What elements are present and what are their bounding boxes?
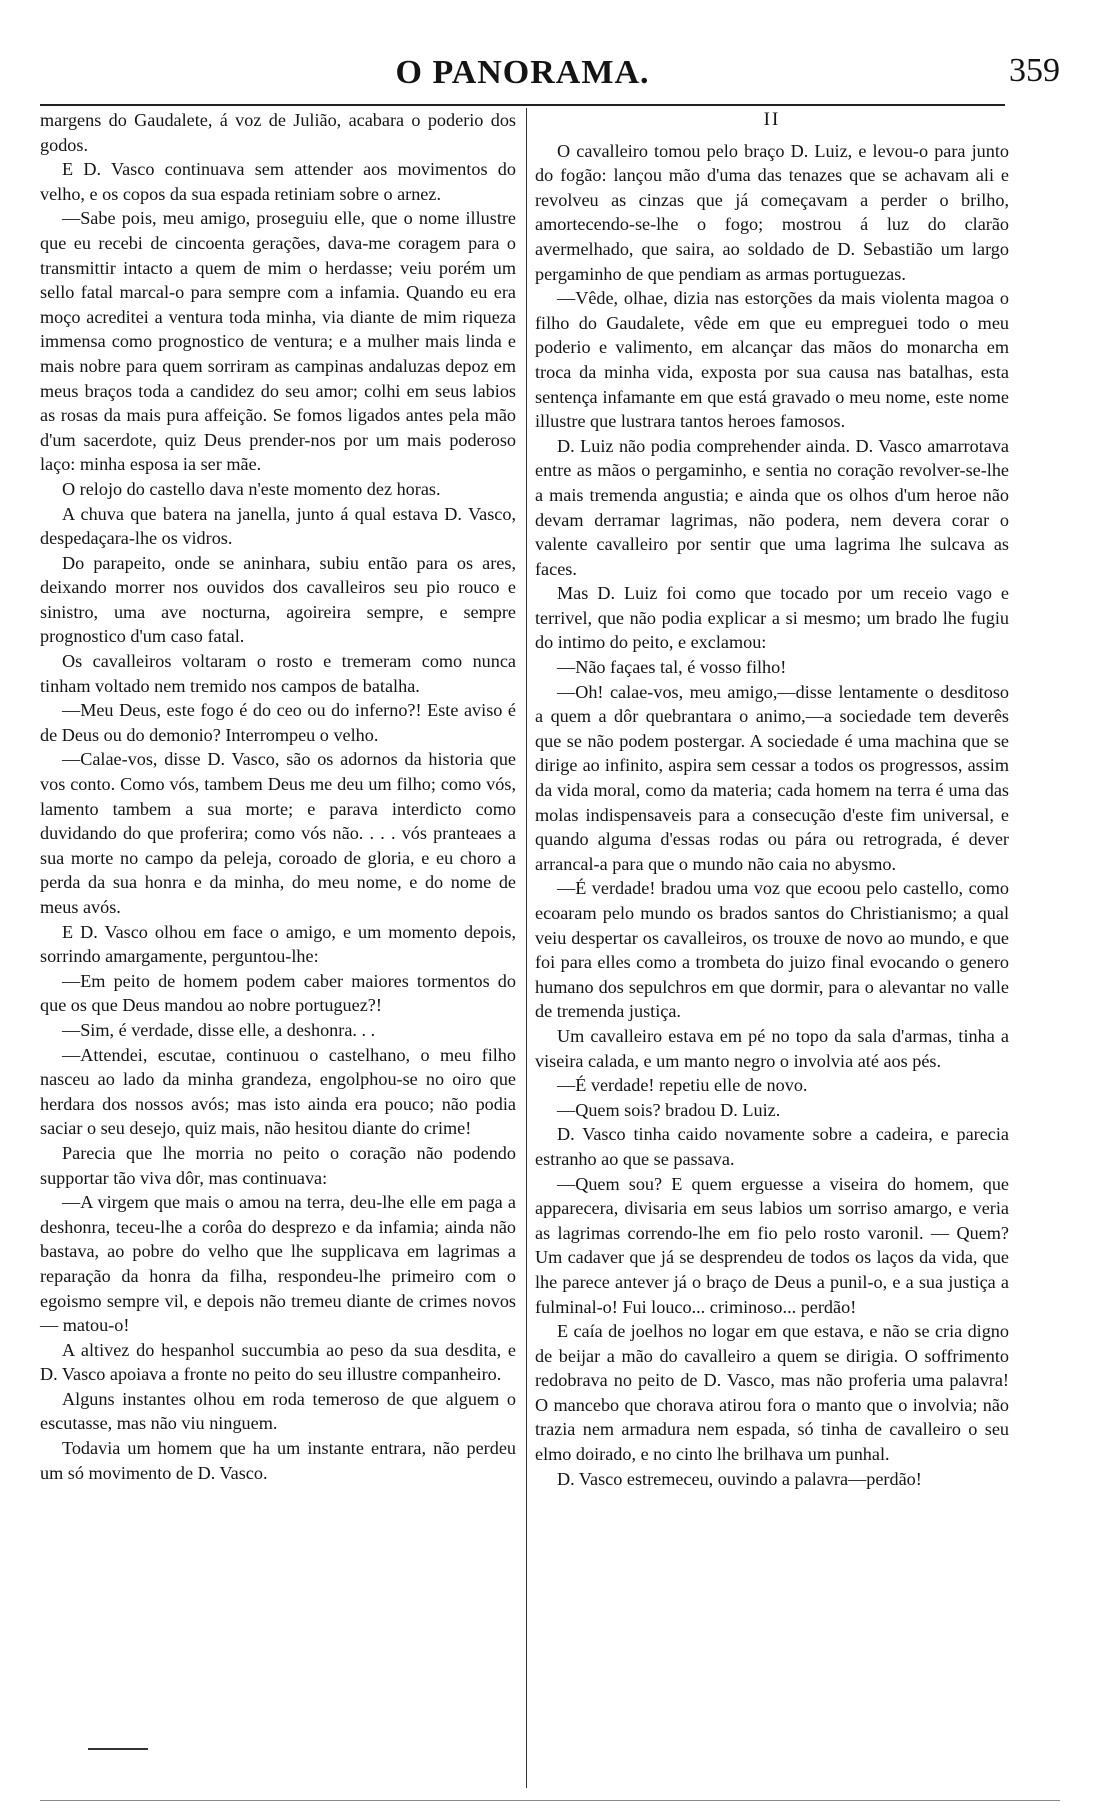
paragraph: E D. Vasco olhou em face o amigo, e um momento depois, sorrindo amargamente, perguntou-lhe: (40, 921, 516, 967)
paragraph: E D. Vasco continuava sem attender aos movimentos do velho, e os copos da sua espada retiniam sobre o arnez. (40, 159, 516, 204)
paragraph: Parecia que lhe morria no peito o coração não podendo supportar tão viva dôr, mas continuava: (40, 1142, 516, 1188)
paragraph: Um cavalleiro estava em pé no topo da sala d'armas, tinha a viseira calada, e um manto negro o involvia até aos pés. (535, 1025, 1009, 1071)
left-column (40, 108, 516, 1485)
paragraph: —Quem sois? bradou D. Luiz. (557, 1099, 781, 1120)
paragraph: D. Vasco estremeceu, ouvindo a palavra—perdão! (557, 1468, 922, 1489)
paragraph: O cavalleiro tomou pelo braço D. Luiz, e levou-o para junto do fogão: lançou mão d'uma das tenazes que se achavam ali e revolveu as cinzas que já começavam a perder o brilho, amortecendo-se-lhe o fogo; mostrou á luz do clarão avermelhado, que saira, ao soldado de D. Sebastião um largo pergaminho de que pendiam as armas portuguezas. (535, 140, 1009, 284)
page-bottom-rule (40, 1800, 1060, 1801)
paragraph: —É verdade! bradou uma voz que ecoou pelo castello, como ecoaram pelo mundo os brados santos do Christianismo; a qual veiu despertar os cavalleiros, os trouxe de novo ao mundo, e que foi para elles como a trombeta do juizo final evocando o genero humano dos sepulchros em que dormir, para o alevantar no valle de tremenda justiça. (535, 878, 1009, 1022)
footer-rule (88, 1748, 148, 1750)
paragraph: —Oh! calae-vos, meu amigo,—disse lentamente o desditoso a quem a dôr quebrantara o animo,—a sociedade tem deverês que se não podem postergar. A sociedade é uma machina que se dirige ao infinito, aspira sem cessar a todos os progressos, assim da vida moral, como da materia; cada homem na terra é uma das molas indispensaveis para a consecução d'este fim universal, e quando alguma d'essas rodas ou pára ou retrograda, é dever arrancal-a para que o mundo não caia no abysmo. (535, 681, 1009, 874)
column-divider (526, 108, 527, 1788)
paragraph: D. Vasco tinha caido novamente sobre a cadeira, e parecia estranho ao que se passava. (535, 1124, 1009, 1169)
paragraph: A altivez do hespanhol succumbia ao peso da sua desdita, e D. Vasco apoiava a fronte no peito do seu illustre companheiro. (40, 1339, 516, 1385)
paragraph: —Attendei, escutae, continuou o castelhano, o meu filho nasceu ao lado da minha grandeza, engolphou-se no oiro que herdara dos nossos avós; mas isto ainda era pouco; não podia saciar o seu desejo, quiz mais, não hesitou diante do crime! (40, 1044, 516, 1139)
page-header (40, 50, 1060, 106)
paragraph: —É verdade! repetiu elle de novo. (557, 1075, 808, 1096)
right-column (535, 108, 1009, 1491)
paragraph: Mas D. Luiz foi como que tocado por um receio vago e terrivel, que não podia explicar a si mesmo; um brado lhe fugiu do intimo do peito, e exclamou: (535, 583, 1009, 653)
paragraph: Alguns instantes olhou em roda temeroso de que alguem o escutasse, mas não viu ninguem. (40, 1388, 516, 1434)
paragraph: D. Luiz não podia comprehender ainda. D. Vasco amarrotava entre as mãos o pergaminho, e sentia no coração revolver-se-lhe a mais tremenda angustia; e ainda que os olhos d'um heroe não devam derramar lagrimas, não podera, nem devera corar o valente cavalleiro por sentir que uma lagrima lhe sulcava as faces. (535, 435, 1009, 579)
page-title: O PANORAMA. (395, 54, 650, 91)
paragraph: —Não façaes tal, é vosso filho! (557, 657, 787, 678)
section-heading: II (763, 109, 781, 130)
header-rule (40, 104, 1005, 106)
paragraph: —Em peito de homem podem caber maiores tormentos do que os que Deus mandou ao nobre portuguez?! (40, 970, 516, 1016)
paragraph: Os cavalleiros voltaram o rosto e tremeram como nunca tinham voltado nem tremido nos campos de batalha. (40, 651, 516, 696)
paragraph: —Meu Deus, este fogo é do ceo ou do inferno?! Este aviso é de Deus ou do demonio? Interrompeu o velho. (40, 700, 516, 745)
page-number: 359 (1009, 52, 1060, 89)
paragraph: E caía de joelhos no logar em que estava, e não se cria digno de beijar a mão do cavalleiro a quem se dirigia. O soffrimento redobrava no peito de D. Vasco, mas não proferia uma palavra! O mancebo que chorava atirou fora o manto que o involvia; não trazia nem armadura nem espada, só tinha de cavalleiro o seu elmo doirado, e no cinto lhe brilhava um punhal. (535, 1321, 1009, 1465)
paragraph: —A virgem que mais o amou na terra, deu-lhe elle em paga a deshonra, teceu-lhe a corôa do desprezo e da infamia; ainda não bastava, ao pobre do velho que lhe supplicava em lagrimas a reparação da honra da filha, respondeu-lhe primeiro com o egoismo sempre vil, e depois não tremeu diante de crimes novos — matou-o! (40, 1192, 516, 1336)
paragraph: —Sim, é verdade, disse elle, a deshonra. . . (62, 1019, 376, 1040)
paragraph: —Vêde, olhae, dizia nas estorções da mais violenta magoa o filho do Gaudalete, vêde em que eu empreguei todo o meu poderio e valimento, em alcançar das mãos do monarcha em troca da minha vida, exposta por sua causa nas batalhas, esta sentença infamante em que está gravado o meu nome, este nome illustre que lustrara tantos heroes famosos. (535, 288, 1009, 432)
paragraph: —Calae-vos, disse D. Vasco, são os adornos da historia que vos conto. Como vós, tambem Deus me deu um filho; como vós, lamento tambem a sua morte; e parava interdicto como duvidando do que proferira; como vós não. . . . vós pranteaes a sua morte no campo da peleja, coroado de gloria, e eu choro a perda da sua honra e da minha, do meu nome, e do nome de meus avós. (40, 749, 516, 917)
paragraph: O relojo do castello dava n'este momento dez horas. (62, 478, 441, 499)
paragraph: A chuva que batera na janella, junto á qual estava D. Vasco, despedaçara-lhe os vidros. (40, 503, 516, 549)
paragraph: —Quem sou? E quem erguesse a viseira do homem, que apparecera, divisaria em seus labios um sorriso amargo, e veria as lagrimas correndo-lhe em fio pelo rosto varonil. — Quem? Um cadaver que já se desprendeu de todos os laços da vida, que lhe parece antever já o braço de Deus a punil-o, e a sua justiça a fulminal-o! Fui louco... criminoso... perdão! (535, 1173, 1009, 1317)
paragraph: Do parapeito, onde se aninhara, subiu então para os ares, deixando morrer nos ouvidos dos cavalleiros seu pio rouco e sinistro, uma ave nocturna, agoireira sempre, e sempre prognostico d'um caso fatal. (40, 552, 516, 647)
paragraph: —Sabe pois, meu amigo, proseguiu elle, que o nome illustre que eu recebi de cincoenta gerações, dava-me coragem para o transmittir intacto a quem de mim o herdasse; veiu porém um sello fatal marcal-o para sempre com a infamia. Quando eu era moço acreditei a ventura toda minha, via diante de mim riqueza immensa como prognostico de ventura; e a mulher mais linda e mais nobre para quem sorriram as campinas andaluzas depoz em meus braços toda a candidez do seu amor; colhi em seus labios as rosas da mais pura affeição. Se fomos ligados antes pela mão d'um sacerdote, quiz Deus prender-nos por um mais poderoso laço: minha esposa ia ser mãe. (40, 208, 516, 475)
paragraph: Todavia um homem que ha um instante entrara, não perdeu um só movimento de D. Vasco. (40, 1438, 516, 1483)
paragraph: margens do Gaudalete, á voz de Julião, acabara o poderio dos godos. (40, 110, 516, 155)
